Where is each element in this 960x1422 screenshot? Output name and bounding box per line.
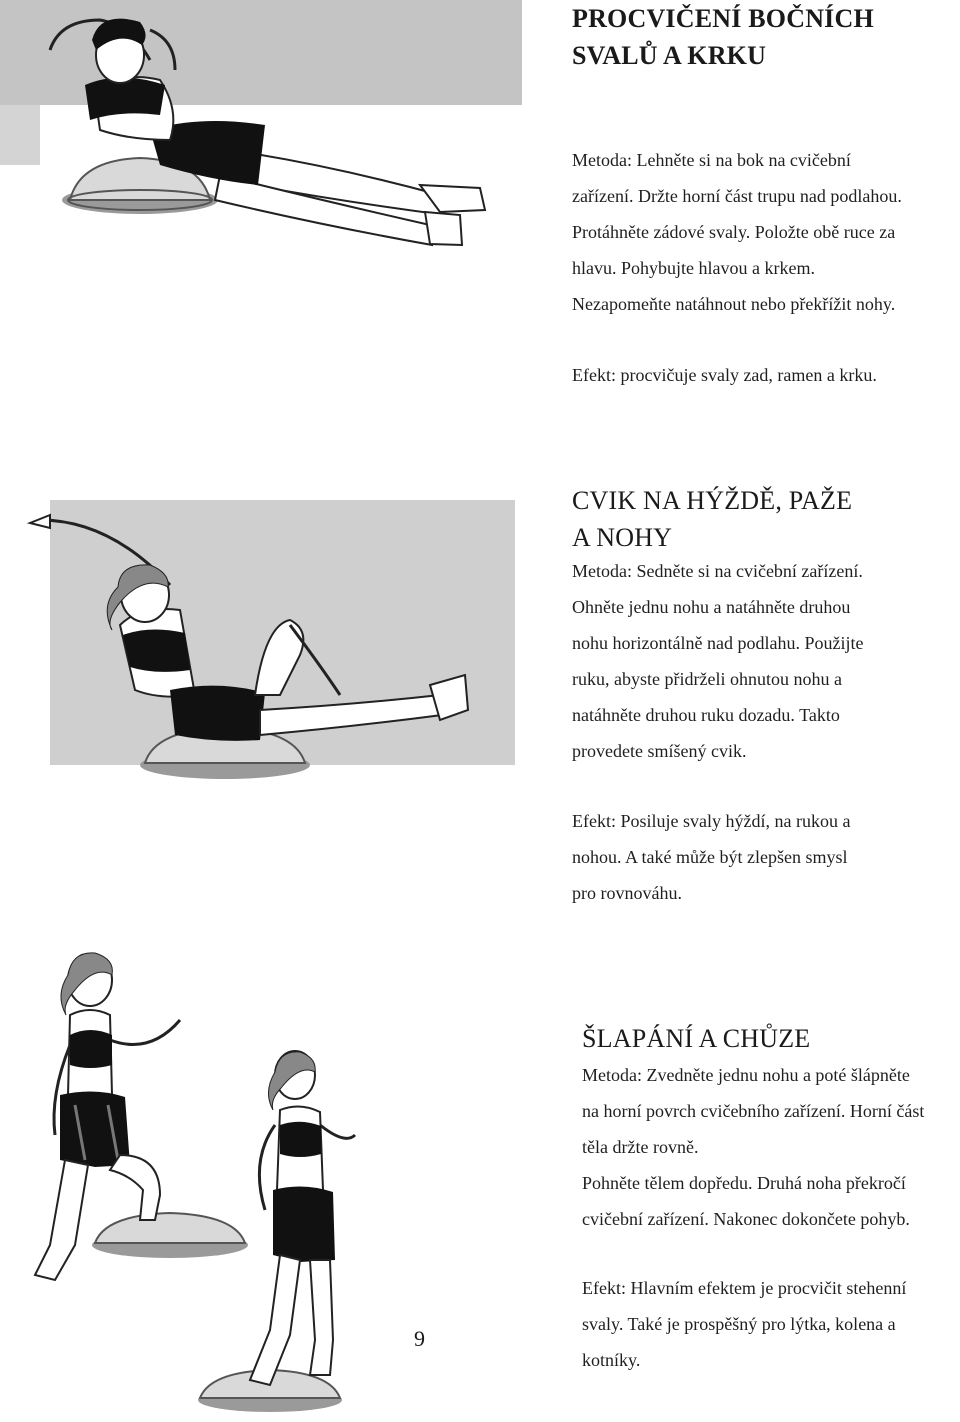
section-title-line: SVALŮ A KRKU (572, 41, 767, 70)
section-1-effect (572, 357, 877, 393)
method-line: provedete smíšený cvik. (572, 741, 747, 761)
section-title-line: CVIK NA HÝŽDĚ, PAŽE (572, 486, 853, 515)
side-crunch-illustration (0, 0, 525, 260)
method-line: těla držte rovně. (582, 1137, 699, 1157)
section-2-effect (572, 803, 850, 911)
method-line: Pohněte tělem dopředu. Druhá noha překročí (582, 1173, 906, 1193)
section-title-line: A NOHY (572, 523, 673, 552)
effect-line: pro rovnováhu. (572, 883, 682, 903)
method-line: na horní povrch cvičebního zařízení. Horní část (582, 1101, 925, 1121)
method-line: ruku, abyste přidrželi ohnutou nohu a (572, 669, 842, 689)
section-title (582, 1020, 960, 1057)
method-line: nohu horizontálně nad podlahu. Použijte (572, 633, 864, 653)
method-line: Nezapomeňte natáhnout nebo překřížit nohy. (572, 294, 896, 314)
effect-line: nohou. A také může být zlepšen smysl (572, 847, 848, 867)
section-1-method (572, 142, 902, 322)
v-sit-illustration (20, 495, 520, 795)
section-title-line: PROCVIČENÍ BOČNÍCH (572, 4, 874, 33)
method-line: zařízení. Držte horní část trupu nad podlahou. (572, 186, 902, 206)
page-number: 9 (414, 1326, 425, 1351)
walk-over-illustration (195, 1050, 370, 1420)
section-3-method (582, 1057, 924, 1237)
effect-line: svaly. Také je prospěšný pro lýtka, kolena a (582, 1314, 896, 1334)
method-line: Metoda: Sedněte si na cvičební zařízení. (572, 561, 863, 581)
section-title (572, 0, 952, 74)
effect-line: kotníky. (582, 1350, 641, 1370)
section-title (572, 482, 952, 556)
section-title-line: ŠLAPÁNÍ A CHŮZE (582, 1024, 811, 1053)
section-3-effect (582, 1270, 906, 1378)
method-line: natáhněte druhou ruku dozadu. Takto (572, 705, 840, 725)
method-line: Metoda: Lehněte si na bok na cvičební (572, 150, 851, 170)
method-line: cvičební zařízení. Nakonec dokončete pohyb. (582, 1209, 910, 1229)
section-2-text (572, 482, 952, 556)
effect-line: Efekt: Posiluje svaly hýždí, na rukou a (572, 811, 851, 831)
method-line: Metoda: Zvedněte jednu nohu a poté šlápněte (582, 1065, 910, 1085)
method-line: Protáhněte zádové svaly. Položte obě ruce za (572, 222, 896, 242)
method-line: hlavu. Pohybujte hlavou a krkem. (572, 258, 815, 278)
method-line: Ohněte jednu nohu a natáhněte druhou (572, 597, 851, 617)
section-2-method (572, 553, 863, 769)
section-1-text (572, 0, 952, 74)
effect-line: Efekt: procvičuje svaly zad, ramen a krku. (572, 365, 877, 385)
section-3-text (582, 1020, 960, 1057)
effect-line: Efekt: Hlavním efektem je procvičit stehenní (582, 1278, 907, 1298)
